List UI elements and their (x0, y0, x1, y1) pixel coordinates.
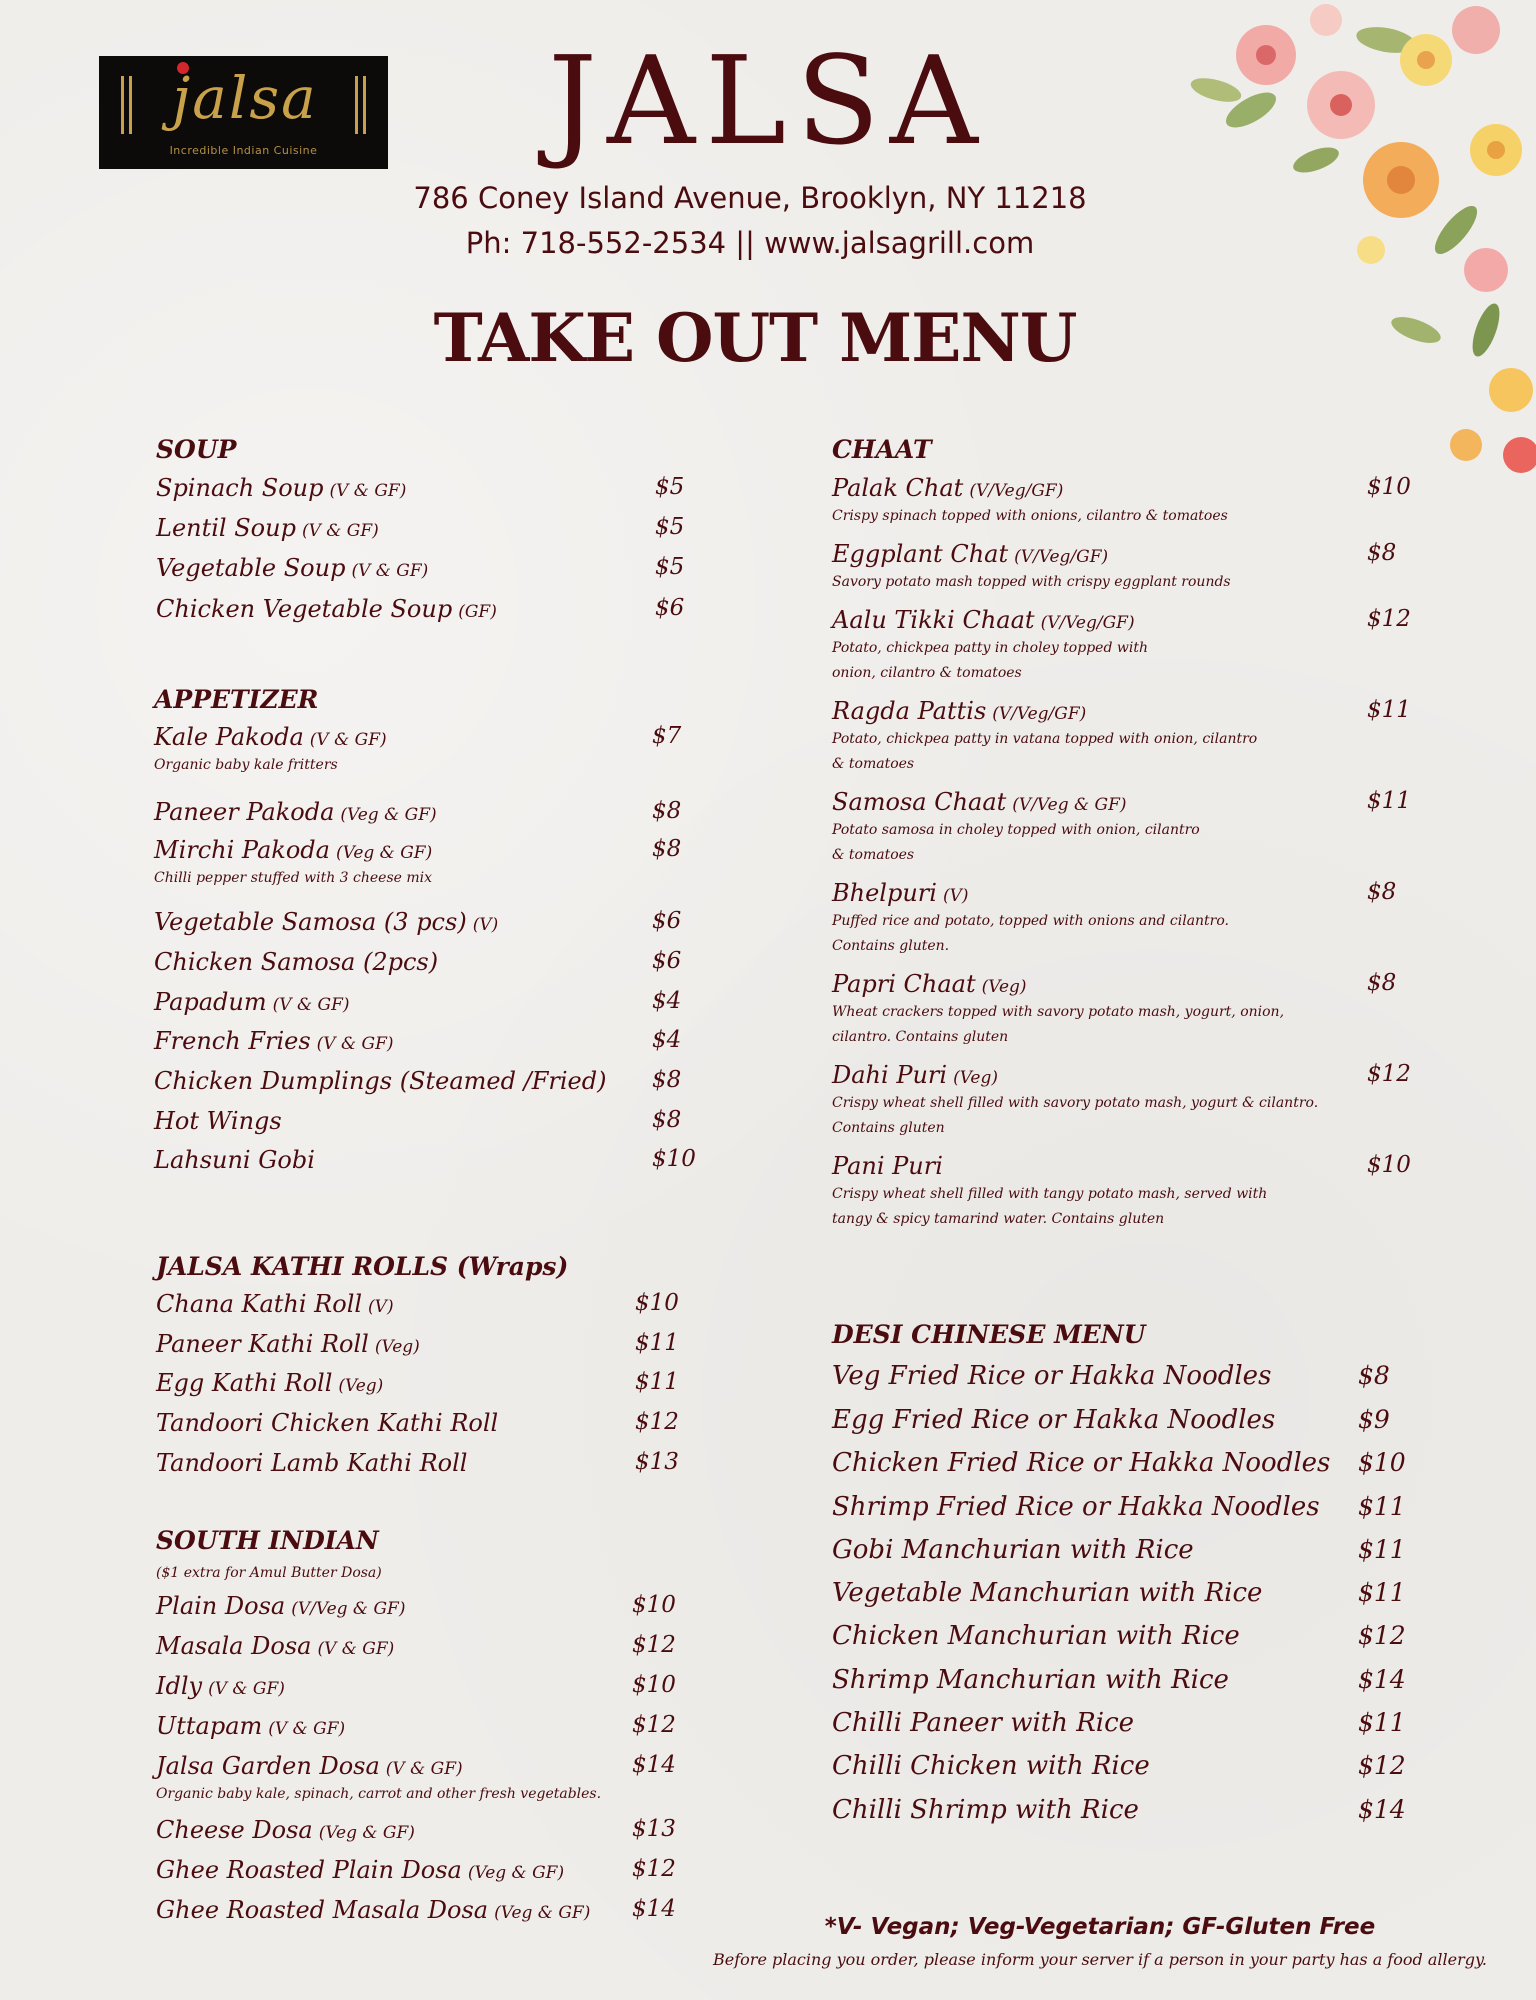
menu-item-name (156, 1714, 345, 1738)
menu-item-name (156, 1818, 415, 1842)
menu-item-description: Crispy spinach topped with onions, cilantro & tomatoes (832, 508, 1228, 524)
menu-item (156, 1371, 695, 1405)
menu-item-name (832, 1363, 1271, 1389)
menu-item-price: $12 (635, 1409, 679, 1435)
menu-item (832, 540, 1427, 590)
menu-item-name (832, 1580, 1262, 1606)
menu-item-diet-tag: (V & GF) (317, 1639, 395, 1659)
menu-item-name (156, 1371, 383, 1395)
menu-item-name (832, 1407, 1275, 1433)
menu-item-diet-tag: (V & GF) (309, 730, 387, 750)
menu-item-title: Chana Kathi Roll (156, 1290, 363, 1318)
menu-item-name (832, 476, 1063, 500)
menu-item (832, 788, 1427, 863)
address: 786 Coney Island Avenue, Brooklyn, NY 11218 (413, 181, 1087, 215)
logo-wordmark: jalsa (172, 64, 318, 132)
menu-item-diet-tag: (V & GF) (351, 561, 429, 581)
menu-item-diet-tag: (V) (368, 1297, 394, 1317)
menu-item-title: Dahi Puri (832, 1061, 948, 1089)
dietary-legend: *V- Vegan; Veg-Vegetarian; GF-Gluten Free (824, 1914, 1376, 1940)
menu-item-name (832, 1154, 949, 1178)
menu-item-price: $14 (632, 1752, 676, 1778)
menu-item-title: Plain Dosa (156, 1592, 286, 1620)
menu-item (156, 1898, 692, 1932)
menu-item (154, 836, 712, 886)
menu-item-name (154, 838, 432, 862)
menu-item-name (156, 556, 428, 580)
menu-item-price: $11 (1367, 697, 1411, 723)
menu-item-diet-tag: (Veg & GF) (494, 1903, 591, 1923)
menu-item (156, 1714, 692, 1748)
menu-item-title: Egg Kathi Roll (156, 1369, 333, 1397)
menu-item-name (156, 516, 379, 540)
menu-item-description: Savory potato mash topped with crispy eggplant rounds (832, 574, 1231, 590)
menu-item-price: $12 (1367, 606, 1411, 632)
menu-item-name (832, 1537, 1194, 1563)
menu-item-diet-tag: (V) (942, 886, 969, 906)
menu-item-diet-tag: (V & GF) (268, 1719, 346, 1739)
menu-item-name (154, 725, 387, 749)
menu-item-name (154, 1148, 321, 1172)
menu-item-price: $10 (652, 1146, 696, 1172)
menu-item-price: $10 (635, 1290, 679, 1316)
menu-item-description: Crispy wheat shell filled with savory potato mash, yogurt & cilantro. (832, 1095, 1319, 1111)
menu-item-title: French Fries (154, 1027, 311, 1055)
menu-item-name (832, 1667, 1229, 1693)
menu-item-price: $13 (632, 1816, 676, 1842)
menu-item (156, 1332, 695, 1366)
menu-item-name (832, 972, 1027, 996)
menu-item (832, 1753, 1418, 1787)
menu-item-price: $12 (1358, 1621, 1406, 1650)
menu-item-name (156, 1754, 463, 1778)
menu-item-diet-tag: (V/Veg/GF) (1040, 613, 1135, 633)
menu-item-price: $14 (1358, 1795, 1406, 1824)
menu-item-name (832, 699, 1086, 723)
menu-item (156, 1674, 692, 1708)
menu-item (832, 1797, 1418, 1831)
menu-item-description-cont: cilantro. Contains gluten (832, 1029, 1009, 1045)
menu-item-price: $6 (652, 948, 682, 974)
menu-item (832, 879, 1427, 954)
menu-item-price: $11 (1358, 1708, 1406, 1737)
menu-item-price: $8 (652, 836, 682, 862)
menu-item (832, 1494, 1418, 1528)
menu-item (832, 474, 1427, 524)
menu-item-name (154, 1109, 288, 1133)
menu-item-price: $14 (1358, 1665, 1406, 1694)
menu-item-title: Chilli Paneer with Rice (832, 1708, 1135, 1738)
menu-item-title: Ragda Pattis (832, 697, 987, 725)
menu-item-name (156, 1451, 473, 1475)
menu-item-name (156, 1674, 285, 1698)
menu-item-description-cont: & tomatoes (832, 756, 915, 772)
menu-item (832, 1450, 1418, 1484)
menu-item-price: $12 (632, 1712, 676, 1738)
menu-item-title: Shrimp Fried Rice or Hakka Noodles (832, 1492, 1320, 1522)
menu-item-name (832, 881, 969, 905)
menu-item-title: Pani Puri (832, 1152, 943, 1180)
menu-item-price: $8 (652, 1107, 682, 1133)
menu-item-title: Bhelpuri (832, 879, 937, 907)
menu-item-title: Eggplant Chat (832, 540, 1009, 568)
menu-item (156, 1858, 692, 1892)
menu-item-title: Aalu Tikki Chaat (832, 606, 1035, 634)
menu-item-name (832, 1450, 1330, 1476)
menu-item-price: $10 (1367, 474, 1411, 500)
menu-item-diet-tag: (Veg & GF) (318, 1823, 415, 1843)
menu-item-title: Mirchi Pakoda (154, 836, 330, 864)
menu-item-description-cont: & tomatoes (832, 847, 915, 863)
menu-item-price: $14 (632, 1896, 676, 1922)
menu-item (154, 1069, 712, 1103)
menu-item-price: $11 (635, 1369, 679, 1395)
menu-item-title: Paneer Pakoda (154, 798, 335, 826)
menu-item-name (156, 476, 406, 500)
menu-item-title: Chicken Dumplings (Steamed /Fried) (154, 1067, 607, 1095)
menu-item (156, 1752, 692, 1802)
menu-item-title: Chicken Fried Rice or Hakka Noodles (832, 1448, 1331, 1478)
menu-item-price: $10 (1367, 1152, 1411, 1178)
section-note-south-indian: ($1 extra for Amul Butter Dosa) (156, 1565, 382, 1581)
menu-item-name (832, 790, 1127, 814)
menu-item-title: Cheese Dosa (156, 1816, 313, 1844)
menu-item-name (154, 910, 498, 934)
menu-item-name (154, 1069, 612, 1093)
menu-item-name (832, 1494, 1320, 1520)
menu-item-title: Chicken Vegetable Soup (156, 595, 453, 623)
menu-item-description: Wheat crackers topped with savory potato mash, yogurt, onion, (832, 1004, 1285, 1020)
menu-item (832, 1710, 1418, 1744)
menu-item-title: Papri Chaat (832, 970, 976, 998)
menu-item-title: Lentil Soup (156, 514, 296, 542)
menu-item-name (156, 597, 497, 621)
menu-item-price: $10 (632, 1592, 676, 1618)
menu-item (832, 1152, 1427, 1227)
menu-item-name (156, 1898, 590, 1922)
menu-item-name (832, 1797, 1139, 1823)
menu-item-diet-tag: (Veg) (374, 1337, 420, 1357)
menu-item-title: Kale Pakoda (154, 723, 304, 751)
menu-item-description: Organic baby kale, spinach, carrot and other fresh vegetables. (156, 1786, 602, 1802)
menu-item (154, 990, 712, 1024)
section-title-south-indian: SOUTH INDIAN (156, 1526, 379, 1555)
menu-item (832, 1580, 1418, 1614)
menu-item (832, 697, 1427, 772)
menu-item-diet-tag: (Veg) (981, 977, 1027, 997)
logo-tagline: Incredible Indian Cuisine (169, 144, 318, 157)
menu-item-title: Lahsuni Gobi (154, 1146, 315, 1174)
menu-item-price: $8 (1367, 540, 1397, 566)
menu-item (156, 476, 715, 510)
menu-item-name (154, 990, 350, 1014)
menu-item-title: Gobi Manchurian with Rice (832, 1535, 1194, 1565)
menu-item-name (154, 950, 444, 974)
section-title-chaat: CHAAT (832, 435, 932, 464)
menu-item-diet-tag: (V & GF) (272, 995, 350, 1015)
menu-item (832, 1667, 1418, 1701)
menu-item (156, 1594, 692, 1628)
menu-item-title: Masala Dosa (156, 1632, 312, 1660)
menu-item-diet-tag: (Veg) (338, 1376, 384, 1396)
menu-item-price: $8 (1367, 970, 1397, 996)
menu-item-diet-tag: (Veg) (953, 1068, 999, 1088)
menu-item-diet-tag: (V & GF) (329, 481, 407, 501)
menu-item-description: Potato samosa in choley topped with onion, cilantro (832, 822, 1200, 838)
menu-item-name (156, 1411, 504, 1435)
menu-item-diet-tag: (Veg & GF) (467, 1863, 565, 1883)
menu-item-price: $4 (652, 988, 682, 1014)
menu-item-name (832, 608, 1135, 632)
menu-item-description-cont: onion, cilantro & tomatoes (832, 665, 1022, 681)
menu-item-diet-tag: (V & GF) (316, 1034, 394, 1054)
menu-item-price: $6 (652, 908, 682, 934)
menu-item (832, 1623, 1418, 1657)
menu-item-diet-tag: (Veg & GF) (335, 843, 433, 863)
menu-item (156, 556, 715, 590)
menu-item-title: Veg Fried Rice or Hakka Noodles (832, 1361, 1272, 1391)
menu-item-diet-tag: (V/Veg/GF) (969, 481, 1064, 501)
menu-item-diet-tag: (V/Veg & GF) (291, 1599, 406, 1619)
menu-item (832, 1407, 1418, 1441)
menu-item (154, 723, 712, 773)
menu-item-price: $5 (655, 514, 685, 540)
section-title-desi-chinese: DESI CHINESE MENU (832, 1320, 1146, 1349)
menu-item-name (156, 1634, 394, 1658)
menu-item-name (832, 1753, 1150, 1779)
menu-item-title: Ghee Roasted Masala Dosa (156, 1896, 489, 1924)
menu-item-title: Vegetable Samosa (3 pcs) (154, 908, 467, 936)
menu-item-price: $13 (635, 1449, 679, 1475)
menu-item-diet-tag: (V/Veg/GF) (1014, 547, 1109, 567)
menu-item (832, 1061, 1427, 1136)
menu-item (154, 1029, 712, 1063)
menu-item-diet-tag: (V/Veg & GF) (1012, 795, 1127, 815)
menu-item-title: Vegetable Manchurian with Rice (832, 1578, 1263, 1608)
menu-item-title: Chilli Chicken with Rice (832, 1751, 1150, 1781)
menu-item-price: $5 (655, 554, 685, 580)
menu-item-name (832, 1710, 1134, 1736)
menu-item-price: $10 (1358, 1448, 1406, 1477)
menu-item-diet-tag: (V/Veg/GF) (992, 704, 1087, 724)
menu-item-title: Ghee Roasted Plain Dosa (156, 1856, 462, 1884)
menu-item-title: Chicken Samosa (2pcs) (154, 948, 439, 976)
menu-item-description: Potato, chickpea patty in vatana topped with onion, cilantro (832, 731, 1258, 747)
menu-item (156, 1292, 695, 1326)
menu-item-name (156, 1332, 420, 1356)
menu-item (154, 1109, 712, 1143)
menu-item-price: $8 (1358, 1361, 1390, 1390)
menu-item-price: $11 (1358, 1578, 1406, 1607)
menu-item-price: $6 (655, 595, 685, 621)
menu-item-price: $11 (1367, 788, 1411, 814)
menu-item-price: $8 (652, 1067, 682, 1093)
menu-item-description-cont: Contains gluten (832, 1120, 945, 1136)
menu-item-price: $11 (1358, 1492, 1406, 1521)
menu-item-description: Crispy wheat shell filled with tangy potato mash, served with (832, 1186, 1268, 1202)
menu-item (832, 1363, 1418, 1397)
menu-item-name (832, 1623, 1240, 1649)
contact-line: Ph: 718-552-2534 || www.jalsagrill.com (465, 226, 1035, 260)
menu-item-name (154, 1029, 394, 1053)
menu-item-description-cont: tangy & spicy tamarind water. Contains gluten (832, 1211, 1165, 1227)
menu-item (154, 910, 712, 944)
menu-item (832, 606, 1427, 681)
menu-item-name (156, 1292, 394, 1316)
menu-item-name (156, 1594, 405, 1618)
menu-item-diet-tag: (V & GF) (301, 521, 379, 541)
menu-item-diet-tag: (V & GF) (208, 1679, 285, 1699)
menu-item-title: Papadum (154, 988, 267, 1016)
menu-item-name (832, 542, 1108, 566)
menu-item-title: Egg Fried Rice or Hakka Noodles (832, 1405, 1276, 1435)
menu-item-title: Spinach Soup (156, 474, 324, 502)
menu-item (154, 950, 712, 984)
menu-item-title: Hot Wings (154, 1107, 282, 1135)
menu-item-description: Puffed rice and potato, topped with onions and cilantro. (832, 913, 1230, 929)
menu-item-description: Organic baby kale fritters (154, 757, 338, 773)
menu-item (156, 1411, 695, 1445)
menu-item-description: Chilli pepper stuffed with 3 cheese mix (154, 870, 433, 886)
menu-item-title: Tandoori Chicken Kathi Roll (156, 1409, 499, 1437)
menu-item (154, 1148, 712, 1182)
menu-item-price: $8 (652, 798, 682, 824)
menu-item-title: Shrimp Manchurian with Rice (832, 1665, 1229, 1695)
menu-item-title: Idly (156, 1672, 203, 1700)
menu-item-price: $5 (655, 474, 685, 500)
menu-item-title: Chilli Shrimp with Rice (832, 1795, 1139, 1825)
menu-item-price: $11 (635, 1330, 679, 1356)
menu-item-description-cont: Contains gluten. (832, 938, 950, 954)
menu-item-title: Palak Chat (832, 474, 964, 502)
restaurant-name: JALSA (548, 30, 988, 172)
menu-item-title: Jalsa Garden Dosa (156, 1752, 380, 1780)
menu-item-price: $12 (1358, 1751, 1406, 1780)
menu-item-title: Tandoori Lamb Kathi Roll (156, 1449, 468, 1477)
menu-item-price: $12 (632, 1856, 676, 1882)
menu-item-price: $11 (1358, 1535, 1406, 1564)
menu-item (156, 1634, 692, 1668)
menu-item (156, 516, 715, 550)
menu-item-description: Potato, chickpea patty in choley topped with (832, 640, 1148, 656)
menu-item-title: Vegetable Soup (156, 554, 346, 582)
menu-item-price: $12 (632, 1632, 676, 1658)
menu-item (154, 800, 712, 834)
menu-item (832, 1537, 1418, 1571)
menu-item-title: Paneer Kathi Roll (156, 1330, 369, 1358)
menu-item-diet-tag: (V & GF) (385, 1759, 463, 1779)
section-title-soup: SOUP (156, 435, 237, 464)
menu-item-diet-tag: (V) (472, 915, 499, 935)
menu-item-name (832, 1063, 998, 1087)
menu-item-price: $9 (1358, 1405, 1390, 1434)
menu-item-title: Uttapam (156, 1712, 263, 1740)
menu-item-price: $12 (1367, 1061, 1411, 1087)
menu-item (156, 1451, 695, 1485)
menu-item-name (156, 1858, 564, 1882)
allergy-notice: Before placing you order, please inform your server if a person in your party has a food allergy. (713, 1950, 1487, 1969)
menu-item (156, 597, 715, 631)
menu-item-price: $8 (1367, 879, 1397, 905)
section-title-appetizer: APPETIZER (154, 685, 319, 714)
menu-item-name (154, 800, 437, 824)
menu-item-diet-tag: (Veg & GF) (340, 805, 437, 825)
menu-item-title: Samosa Chaat (832, 788, 1007, 816)
menu-item-title: Chicken Manchurian with Rice (832, 1621, 1240, 1651)
section-title-kathi-rolls: JALSA KATHI ROLLS (Wraps) (156, 1252, 569, 1281)
menu-item-diet-tag: (GF) (458, 602, 497, 622)
menu-item-price: $4 (652, 1027, 682, 1053)
menu-item (156, 1818, 692, 1852)
menu-item (832, 970, 1427, 1045)
menu-item-price: $10 (632, 1672, 676, 1698)
menu-title: TAKE OUT MENU (433, 299, 1077, 377)
menu-item-price: $7 (652, 723, 682, 749)
